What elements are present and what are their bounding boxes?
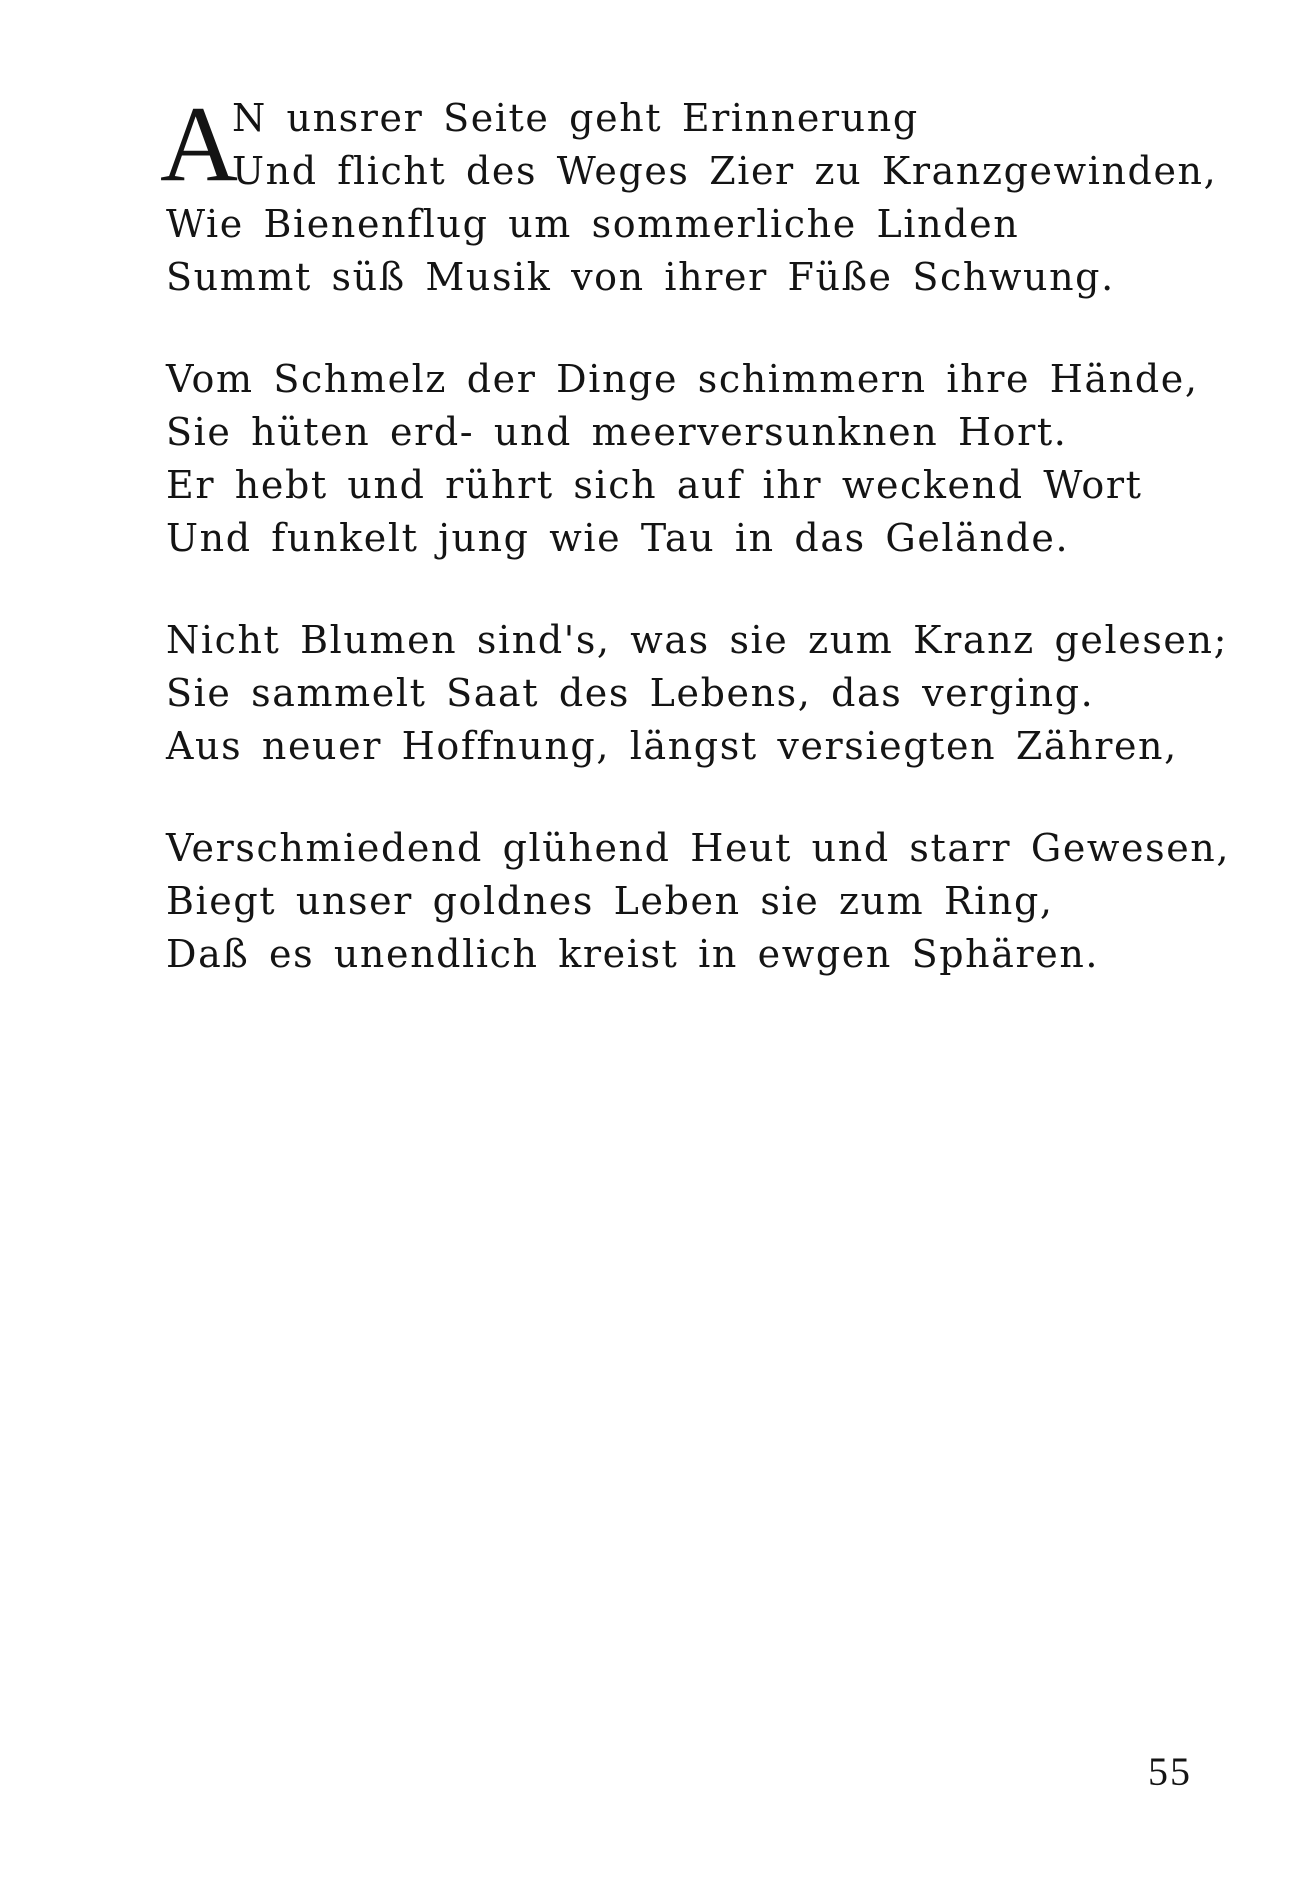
poem-line: Sie hüten erd- und meerversunknen Hort. xyxy=(166,410,1068,454)
poem-line: Aus neuer Hoffnung, längst versiegten Zähren, xyxy=(166,724,1178,768)
poem xyxy=(160,85,1231,1030)
poem-line: Und funkelt jung wie Tau in das Gelände. xyxy=(166,516,1070,560)
poem-line: Daß es unendlich kreist in ewgen Sphären. xyxy=(166,932,1100,976)
poem-line: Summt süß Musik von ihrer Füße Schwung. xyxy=(166,255,1115,299)
stanza-4 xyxy=(166,822,1231,981)
poem-line: Sie sammelt Saat des Lebens, das verging. xyxy=(166,671,1095,715)
poem-line: Verschmiedend glühend Heut und starr Gewesen, xyxy=(166,826,1231,870)
stanza-3 xyxy=(166,614,1228,773)
poem-line: Nicht Blumen sind's, was sie zum Kranz gelesen; xyxy=(166,618,1228,662)
poem-line-text: N unsrer Seite geht Erinnerung xyxy=(232,96,919,140)
poem-line: Biegt unser goldnes Leben sie zum Ring, xyxy=(166,879,1054,923)
drop-cap: A xyxy=(160,85,238,204)
poem-line: Und flicht des Weges Zier zu Kranzgewinden, xyxy=(232,149,1218,193)
page-number: 55 xyxy=(1148,1749,1192,1794)
poem-line: Er hebt und rührt sich auf ihr weckend Wort xyxy=(166,463,1143,507)
stanza-2 xyxy=(166,353,1199,565)
poem-line: Vom Schmelz der Dinge schimmern ihre Hände, xyxy=(166,357,1199,401)
poem-line: Wie Bienenflug um sommerliche Linden xyxy=(166,202,1020,246)
stanza-1 xyxy=(160,85,1218,304)
